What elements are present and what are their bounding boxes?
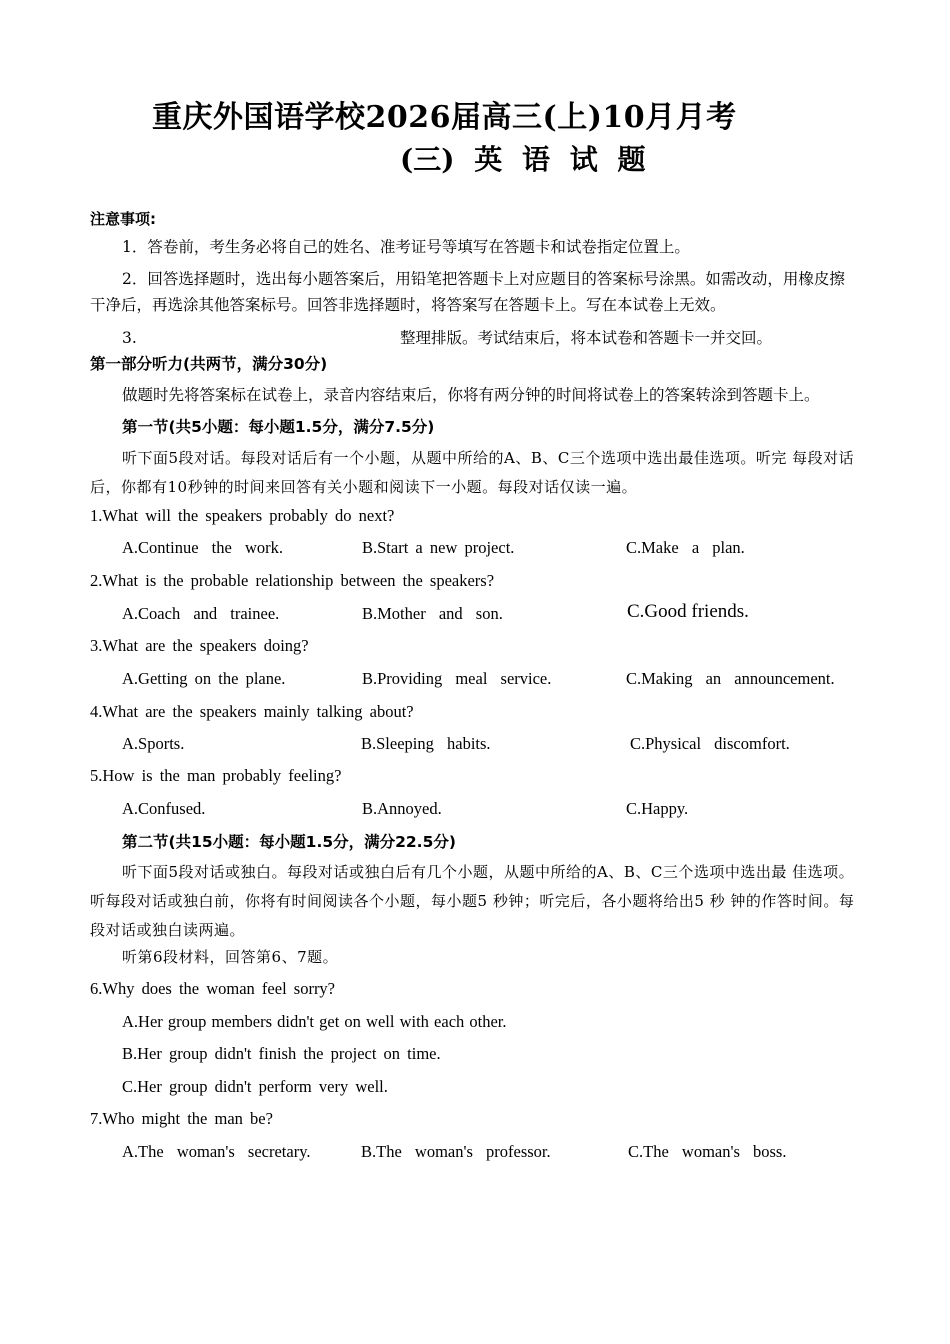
part1-intro: 做题时先将答案标在试卷上，录音内容结束后，你将有两分钟的时间将试卷上的答案转涂到答题卡上。	[122, 386, 820, 404]
question-6: 6.Why does the woman feel sorry?	[90, 979, 336, 998]
question-3-option-a: A.Getting on the plane.	[122, 669, 286, 688]
question-7-option-c: C.The woman's boss.	[628, 1142, 787, 1161]
question-1-option-c: C.Make a plan.	[626, 538, 745, 557]
section1-instructions: 听下面5段对话。每段对话后有一个小题，从题中所给的A、B、C三个选项中选出最佳选项。听完 每段对话后，你都有10秒钟的时间来回答有关小题和阅读下一小题。每段对话仅读一遍。	[90, 449, 855, 496]
question-1-option-b: B.Start a new project.	[362, 538, 515, 557]
question-6-option-b: B.Her group didn't finish the project on time.	[122, 1044, 441, 1063]
question-3: 3.What are the speakers doing?	[90, 636, 309, 655]
section1-heading: 第一节(共5小题：每小题1.5分，满分7.5分)	[122, 418, 435, 436]
question-2-option-b: B.Mother and son.	[362, 604, 503, 623]
section2-instructions: 听下面5段对话或独白。每段对话或独白后有几个小题，从题中所给的A、B、C三个选项中选出最 佳选项。听每段对话或独白前，你将有时间阅读各个小题，每小题5 秒钟；听完后，各小题将给出5 秒 钟的作答时间。每段对话或独白读两遍。	[90, 863, 855, 939]
question-6-option-c: C.Her group didn't perform very well.	[122, 1077, 388, 1096]
notice-item-3-text: 整理排版。考试结束后，将本试卷和答题卡一并交回。	[400, 329, 773, 347]
question-1-option-a: A.Continue the work.	[122, 538, 283, 557]
question-3-option-b: B.Providing meal service.	[362, 669, 552, 688]
question-4-option-c: C.Physical discomfort.	[630, 734, 790, 753]
question-5: 5.How is the man probably feeling?	[90, 766, 342, 785]
question-4: 4.What are the speakers mainly talking about?	[90, 702, 414, 721]
notice-item-3-number: 3.	[122, 329, 137, 347]
exam-title-line1: 重庆外国语学校2026届高三(上)10月月考	[152, 100, 737, 135]
question-4-option-b: B.Sleeping habits.	[361, 734, 491, 753]
part1-heading: 第一部分听力(共两节，满分30分)	[90, 355, 328, 373]
material-6-note: 听第6段材料，回答第6、7题。	[122, 948, 339, 966]
question-7-option-a: A.The woman's secretary.	[122, 1142, 311, 1161]
question-6-option-a: A.Her group members didn't get on well with each other.	[122, 1012, 507, 1031]
question-5-option-c: C.Happy.	[626, 799, 689, 818]
question-1: 1.What will the speakers probably do next?	[90, 506, 395, 525]
question-4-option-a: A.Sports.	[122, 734, 185, 753]
question-5-option-a: A.Confused.	[122, 799, 206, 818]
question-2-option-a: A.Coach and trainee.	[122, 604, 280, 623]
question-2-option-c: C.Good friends.	[627, 601, 749, 622]
question-7: 7.Who might the man be?	[90, 1109, 273, 1128]
notice-item-1: 1．答卷前，考生务必将自己的姓名、准考证号等填写在答题卡和试卷指定位置上。	[122, 238, 690, 256]
section2-heading: 第二节(共15小题：每小题1.5分，满分22.5分)	[122, 833, 456, 851]
notice-item-2: 2．回答选择题时，选出每小题答案后，用铅笔把答题卡上对应题目的答案标号涂黑。如需改动，用橡皮擦干净后，再选涂其他答案标号。回答非选择题时，将答案写在答题卡上。写在本试卷上无效。	[90, 270, 845, 314]
notice-heading: 注意事项:	[90, 210, 156, 228]
exam-title-line2: (三) 英 语 试 题	[400, 143, 646, 176]
question-7-option-b: B.The woman's professor.	[361, 1142, 551, 1161]
question-3-option-c: C.Making an announcement.	[626, 669, 835, 688]
question-2: 2.What is the probable relationship between the speakers?	[90, 571, 495, 590]
question-5-option-b: B.Annoyed.	[362, 799, 442, 818]
